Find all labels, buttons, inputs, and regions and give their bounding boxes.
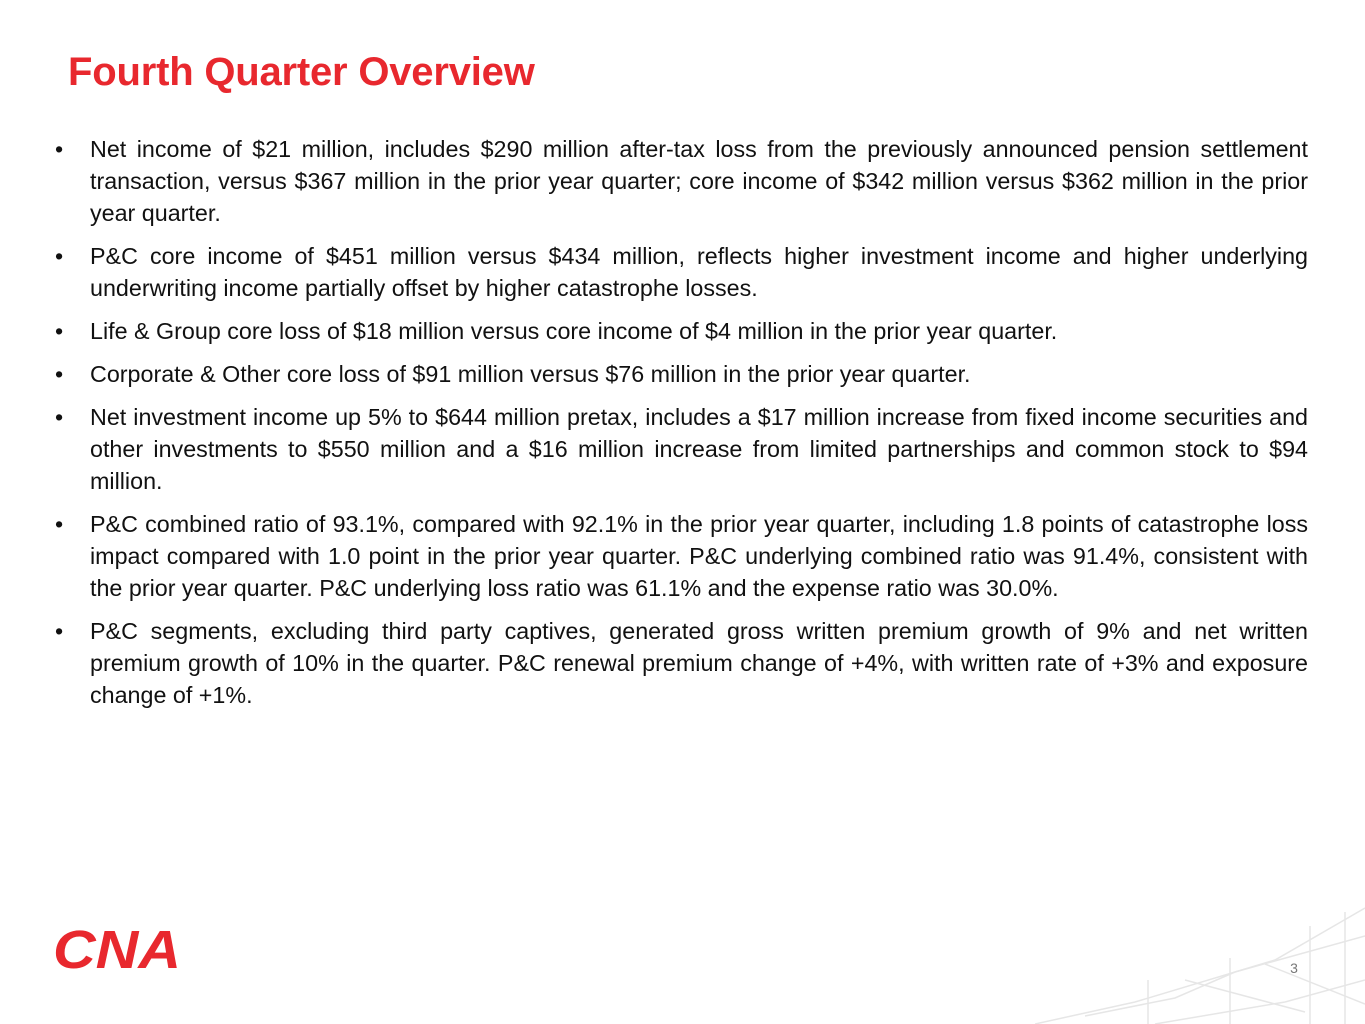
bullet-text: Life & Group core loss of $18 million versus core income of $4 million in the prior year quarter. [90,318,1058,344]
bullet-item [55,508,1308,604]
logo-text: CNA [53,922,181,974]
bullet-item [55,615,1308,711]
bullet-item [55,240,1308,304]
bullet-text: P&C combined ratio of 93.1%, compared with 92.1% in the prior year quarter, including 1.8 points of catastrophe loss impact compared with 1.0 point in the prior year quarter. P&C underlying combined ratio was 91.4%, consistent with the prior year quarter. P&C underlying loss ratio was 61.1% and the expense ratio was 30.0%. [90,511,1308,601]
bullet-list [55,133,1308,722]
bullet-text: P&C segments, excluding third party captives, generated gross written premium growth of 9% and net written premium growth of 10% in the quarter. P&C renewal premium change of +4%, with written rate of +3% and exposure change of +1%. [90,618,1308,708]
bullet-marker: • [55,136,64,162]
bullet-item [55,358,1308,390]
cna-logo [53,922,183,974]
page-number: 3 [1290,960,1298,976]
bullet-marker: • [55,318,64,344]
bullet-item [55,133,1308,229]
bullet-text: P&C core income of $451 million versus $434 million, reflects higher investment income and higher underlying underwriting income partially offset by higher catastrophe losses. [90,243,1308,301]
bullet-text: Net income of $21 million, includes $290 million after-tax loss from the previously announced pension settlement transaction, versus $367 million in the prior year quarter; core income of $342 million versus $362 million in the prior year quarter. [90,136,1308,226]
bullet-text: Net investment income up 5% to $644 million pretax, includes a $17 million increase from fixed income securities and other investments to $550 million and a $16 million increase from limited partnerships and common stock to $94 million. [90,404,1308,494]
bullet-marker: • [55,511,64,537]
bullet-item [55,401,1308,497]
bullet-marker: • [55,243,64,269]
slide-title: Fourth Quarter Overview [68,50,535,94]
bullet-item [55,315,1308,347]
bullet-marker: • [55,618,64,644]
bullet-marker: • [55,404,64,430]
bullet-text: Corporate & Other core loss of $91 million versus $76 million in the prior year quarter. [90,361,971,387]
bullet-marker: • [55,361,64,387]
decorative-line-pattern [1035,900,1365,1024]
